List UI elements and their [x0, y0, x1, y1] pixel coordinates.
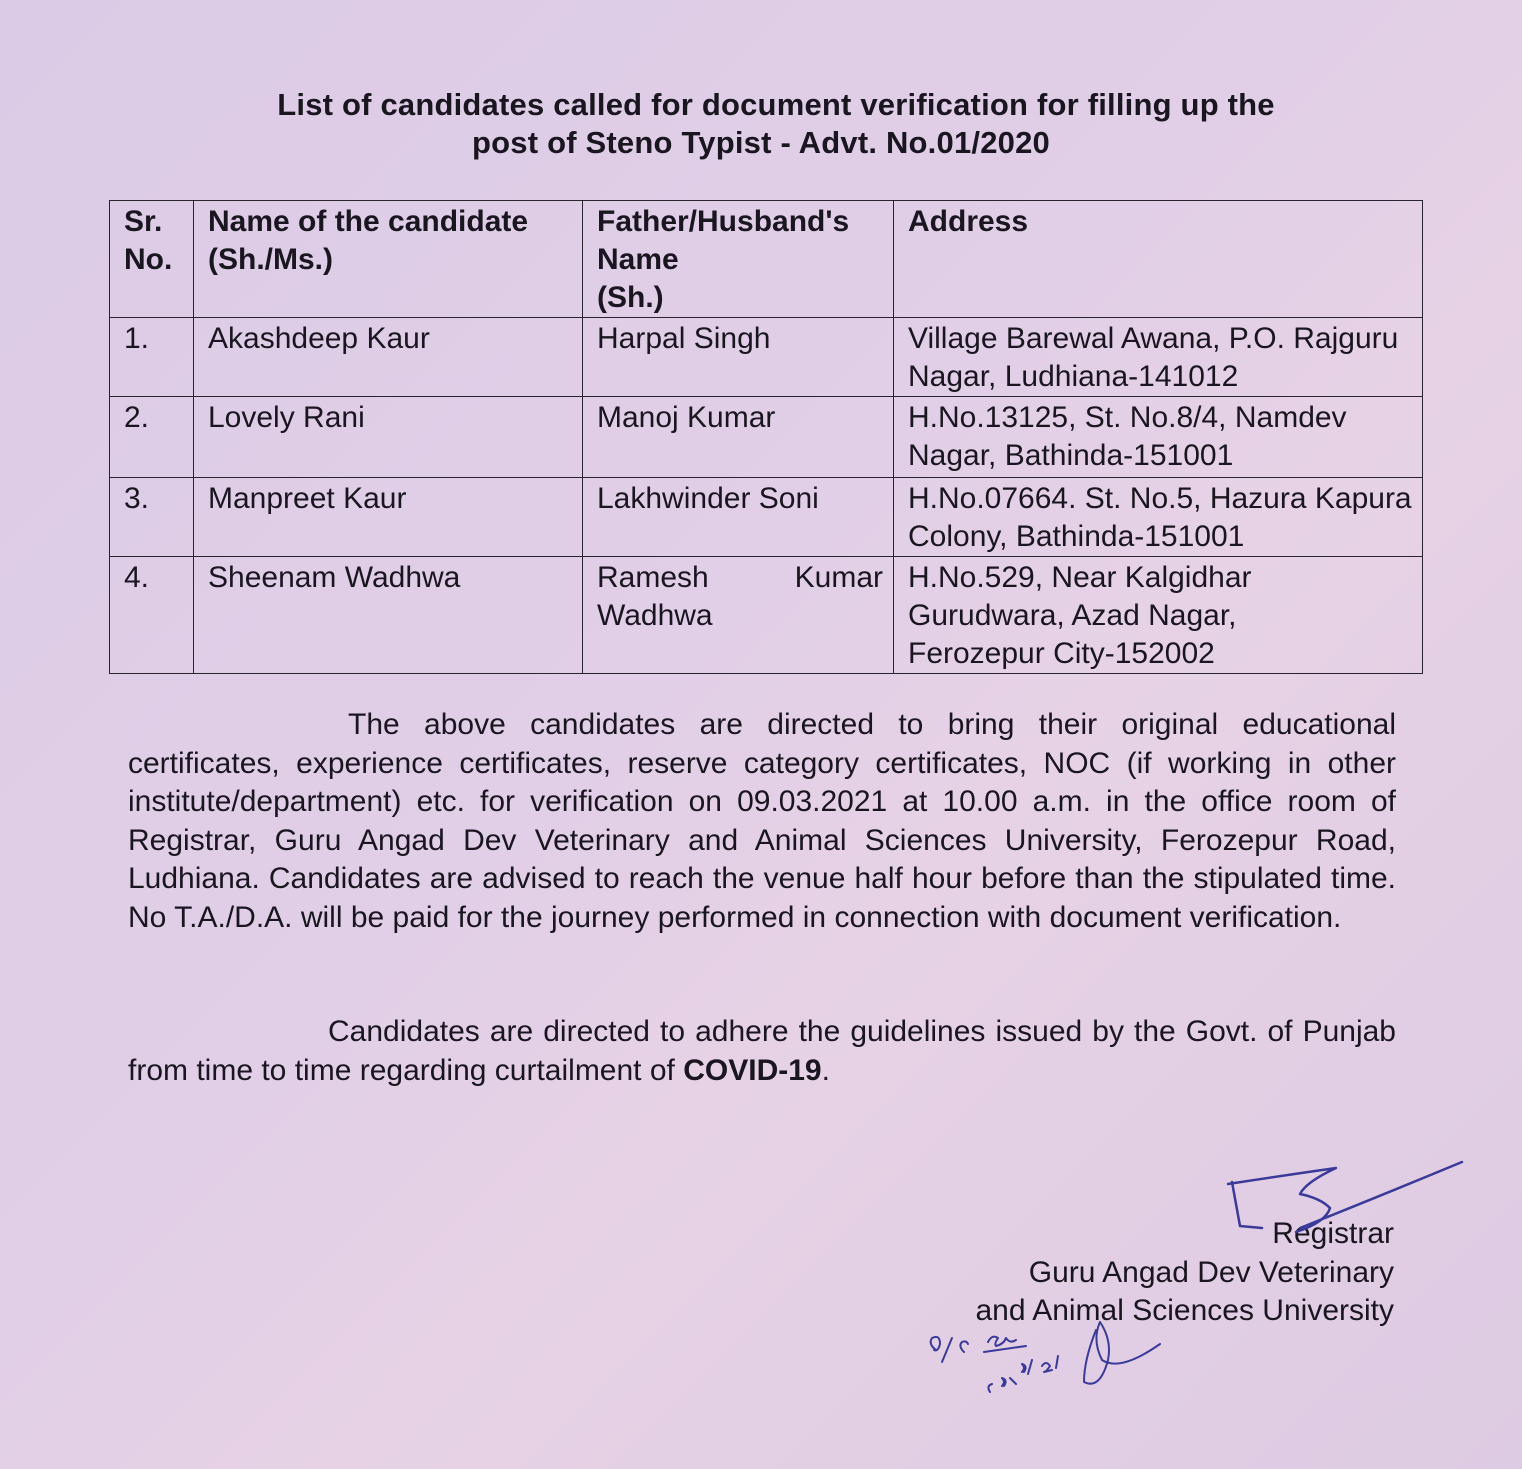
header-father-line-1: Father/Husband's — [597, 205, 850, 238]
signature-block — [975, 1215, 1394, 1331]
cell-address-line-1: H.No.529, Near Kalgidhar — [908, 561, 1252, 594]
note-stroke — [988, 1337, 1016, 1346]
note-stroke — [942, 1338, 952, 1362]
cell-candidate-name: Lovely Rani — [194, 397, 583, 478]
table-row — [110, 557, 1423, 674]
table-row — [110, 478, 1423, 557]
header-father-line-2: Name — [597, 243, 679, 276]
header-father-line-3: (Sh.) — [597, 281, 664, 314]
title-line-2: post of Steno Typist - Advt. No.01/2020 — [472, 125, 1050, 160]
cell-father-name: Harpal Singh — [583, 318, 894, 397]
cell-father-name-line-2: Wadhwa — [597, 599, 713, 632]
cell-sr-no: 2. — [110, 397, 194, 478]
cell-address: H.No.07664. St. No.5, Hazura Kapura Colony, Bathinda-151001 — [894, 478, 1423, 557]
instructions-paragraph: The above candidates are directed to bring their original educational certificates, experience certificates, reserve category certificates, NOC (if working in other institute/department) etc. for verification on 09.03.2021 at 10.00 a.m. in the office room of Registrar, Guru Angad Dev Veterinary and Animal Sciences University, Ferozepur Road, Ludhiana. Candidates are advised to reach the venue half hour before than the stipulated time. No T.A./D.A. will be paid for the journey performed in connection with document verification. — [128, 708, 1396, 934]
cell-address: H.No.13125, St. No.8/4, Namdev Nagar, Bathinda-151001 — [894, 397, 1423, 478]
cell-sr-no: 4. — [110, 557, 194, 674]
table-row — [110, 318, 1423, 397]
note-stroke — [988, 1356, 1058, 1392]
cell-father-name: Lakhwinder Soni — [583, 478, 894, 557]
cell-candidate-name: Akashdeep Kaur — [194, 318, 583, 397]
note-stroke — [931, 1337, 940, 1351]
header-sr-no: Sr. No. — [110, 201, 194, 318]
covid-paragraph-end: . — [821, 1053, 830, 1087]
cell-address — [894, 557, 1423, 674]
cell-sr-no: 3. — [110, 478, 194, 557]
note-stroke — [984, 1346, 1026, 1352]
university-name-line-2: and Animal Sciences University — [975, 1294, 1394, 1327]
header-candidate-name: Name of the candidate (Sh./Ms.) — [194, 201, 583, 318]
header-address: Address — [894, 201, 1423, 318]
cell-address: Village Barewal Awana, P.O. Rajguru Nagar, Ludhiana-141012 — [894, 318, 1423, 397]
note-stroke — [960, 1341, 968, 1352]
title-line-1: List of candidates called for document verification for filling up the — [277, 87, 1275, 122]
table-row — [110, 397, 1423, 478]
header-father-husband-name — [583, 201, 894, 318]
cell-address-line-3: Ferozepur City-152002 — [908, 637, 1215, 670]
candidates-table — [109, 200, 1423, 674]
handwritten-initials-note — [931, 1322, 1160, 1392]
note-stroke — [1084, 1322, 1160, 1384]
covid-guidelines-paragraph — [128, 1013, 1396, 1090]
covid-emphasis: COVID-19 — [683, 1053, 822, 1087]
signatory-designation: Registrar — [1272, 1217, 1394, 1250]
cell-sr-no: 1. — [110, 318, 194, 397]
document-title — [0, 86, 1522, 162]
university-name-line-1: Guru Angad Dev Veterinary — [1028, 1255, 1394, 1289]
cell-father-name — [583, 557, 894, 674]
table-header-row — [110, 201, 1423, 318]
cell-father-name-line-1: Ramesh Kumar — [597, 561, 883, 594]
cell-address-line-2: Gurudwara, Azad Nagar, — [908, 599, 1237, 632]
cell-father-name: Manoj Kumar — [583, 397, 894, 478]
covid-paragraph-text: Candidates are directed to adhere the guidelines issued by the Govt. of Punjab from time to time regarding curtailment of — [128, 1015, 1396, 1087]
cell-candidate-name: Manpreet Kaur — [194, 478, 583, 557]
cell-candidate-name: Sheenam Wadhwa — [194, 557, 583, 674]
